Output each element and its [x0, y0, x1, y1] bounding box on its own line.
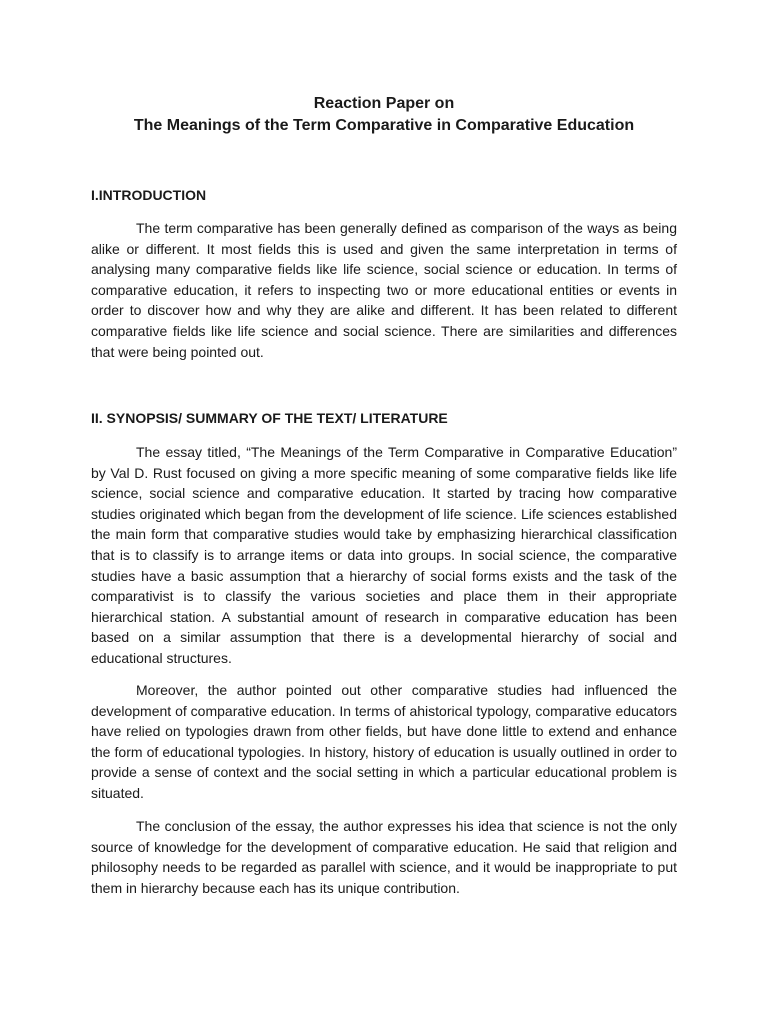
document-title [0, 93, 768, 137]
title-line-1: Reaction Paper on [313, 95, 455, 112]
synopsis-paragraph-3: The conclusion of the essay, the author expresses his idea that science is not the only source of knowledge for the development of comparative education. He said that religion and philosophy needs to be regarded as parallel with science, and it would be inappropriate to put them in hierarchy because each has its unique contribution. [91, 818, 677, 896]
synopsis-paragraph-1: The essay titled, “The Meanings of the Term Comparative in Comparative Education” by Val D. Rust focused on giving a more specific meaning of some comparative fields like life science, social science and comparative education. It started by tracing how comparative studies originated which began from the development of life science. Life sciences established the main form that comparative studies would take by emphasizing hierarchical classification that is to classify is to arrange items or data into groups. In social science, the comparative studies have a basic assumption that a hierarchy of social forms exists and the task of the comparativist is to classify the various societies and place them in their appropriate hierarchical station. A substantial amount of research in comparative education has been based on a similar assumption that there is a developmental hierarchy of social and educational structures. [91, 444, 677, 666]
section-heading-synopsis: II. SYNOPSIS/ SUMMARY OF THE TEXT/ LITERATURE [91, 410, 448, 426]
introduction-paragraph: The term comparative has been generally defined as comparison of the ways as being alike or different. It most fields this is used and given the same interpretation in terms of analysing many comparative fields like life science, social science or education. In terms of comparative education, it refers to inspecting two or more educational entities or events in order to discover how and why they are alike and different. It has been related to different comparative fields like life science and social science. There are similarities and differences that were being pointed out. [91, 220, 677, 360]
synopsis-paragraph-2: Moreover, the author pointed out other comparative studies had influenced the development of comparative education. In terms of ahistorical typology, comparative educators have relied on typologies drawn from other fields, but have done little to extend and enhance the form of educational typologies. In history, history of education is usually outlined in order to provide a sense of context and the social setting in which a particular educational problem is situated. [91, 682, 677, 801]
section-heading-introduction: I.INTRODUCTION [91, 187, 207, 203]
title-line-2: The Meanings of the Term Comparative in Comparative Education [133, 117, 635, 134]
